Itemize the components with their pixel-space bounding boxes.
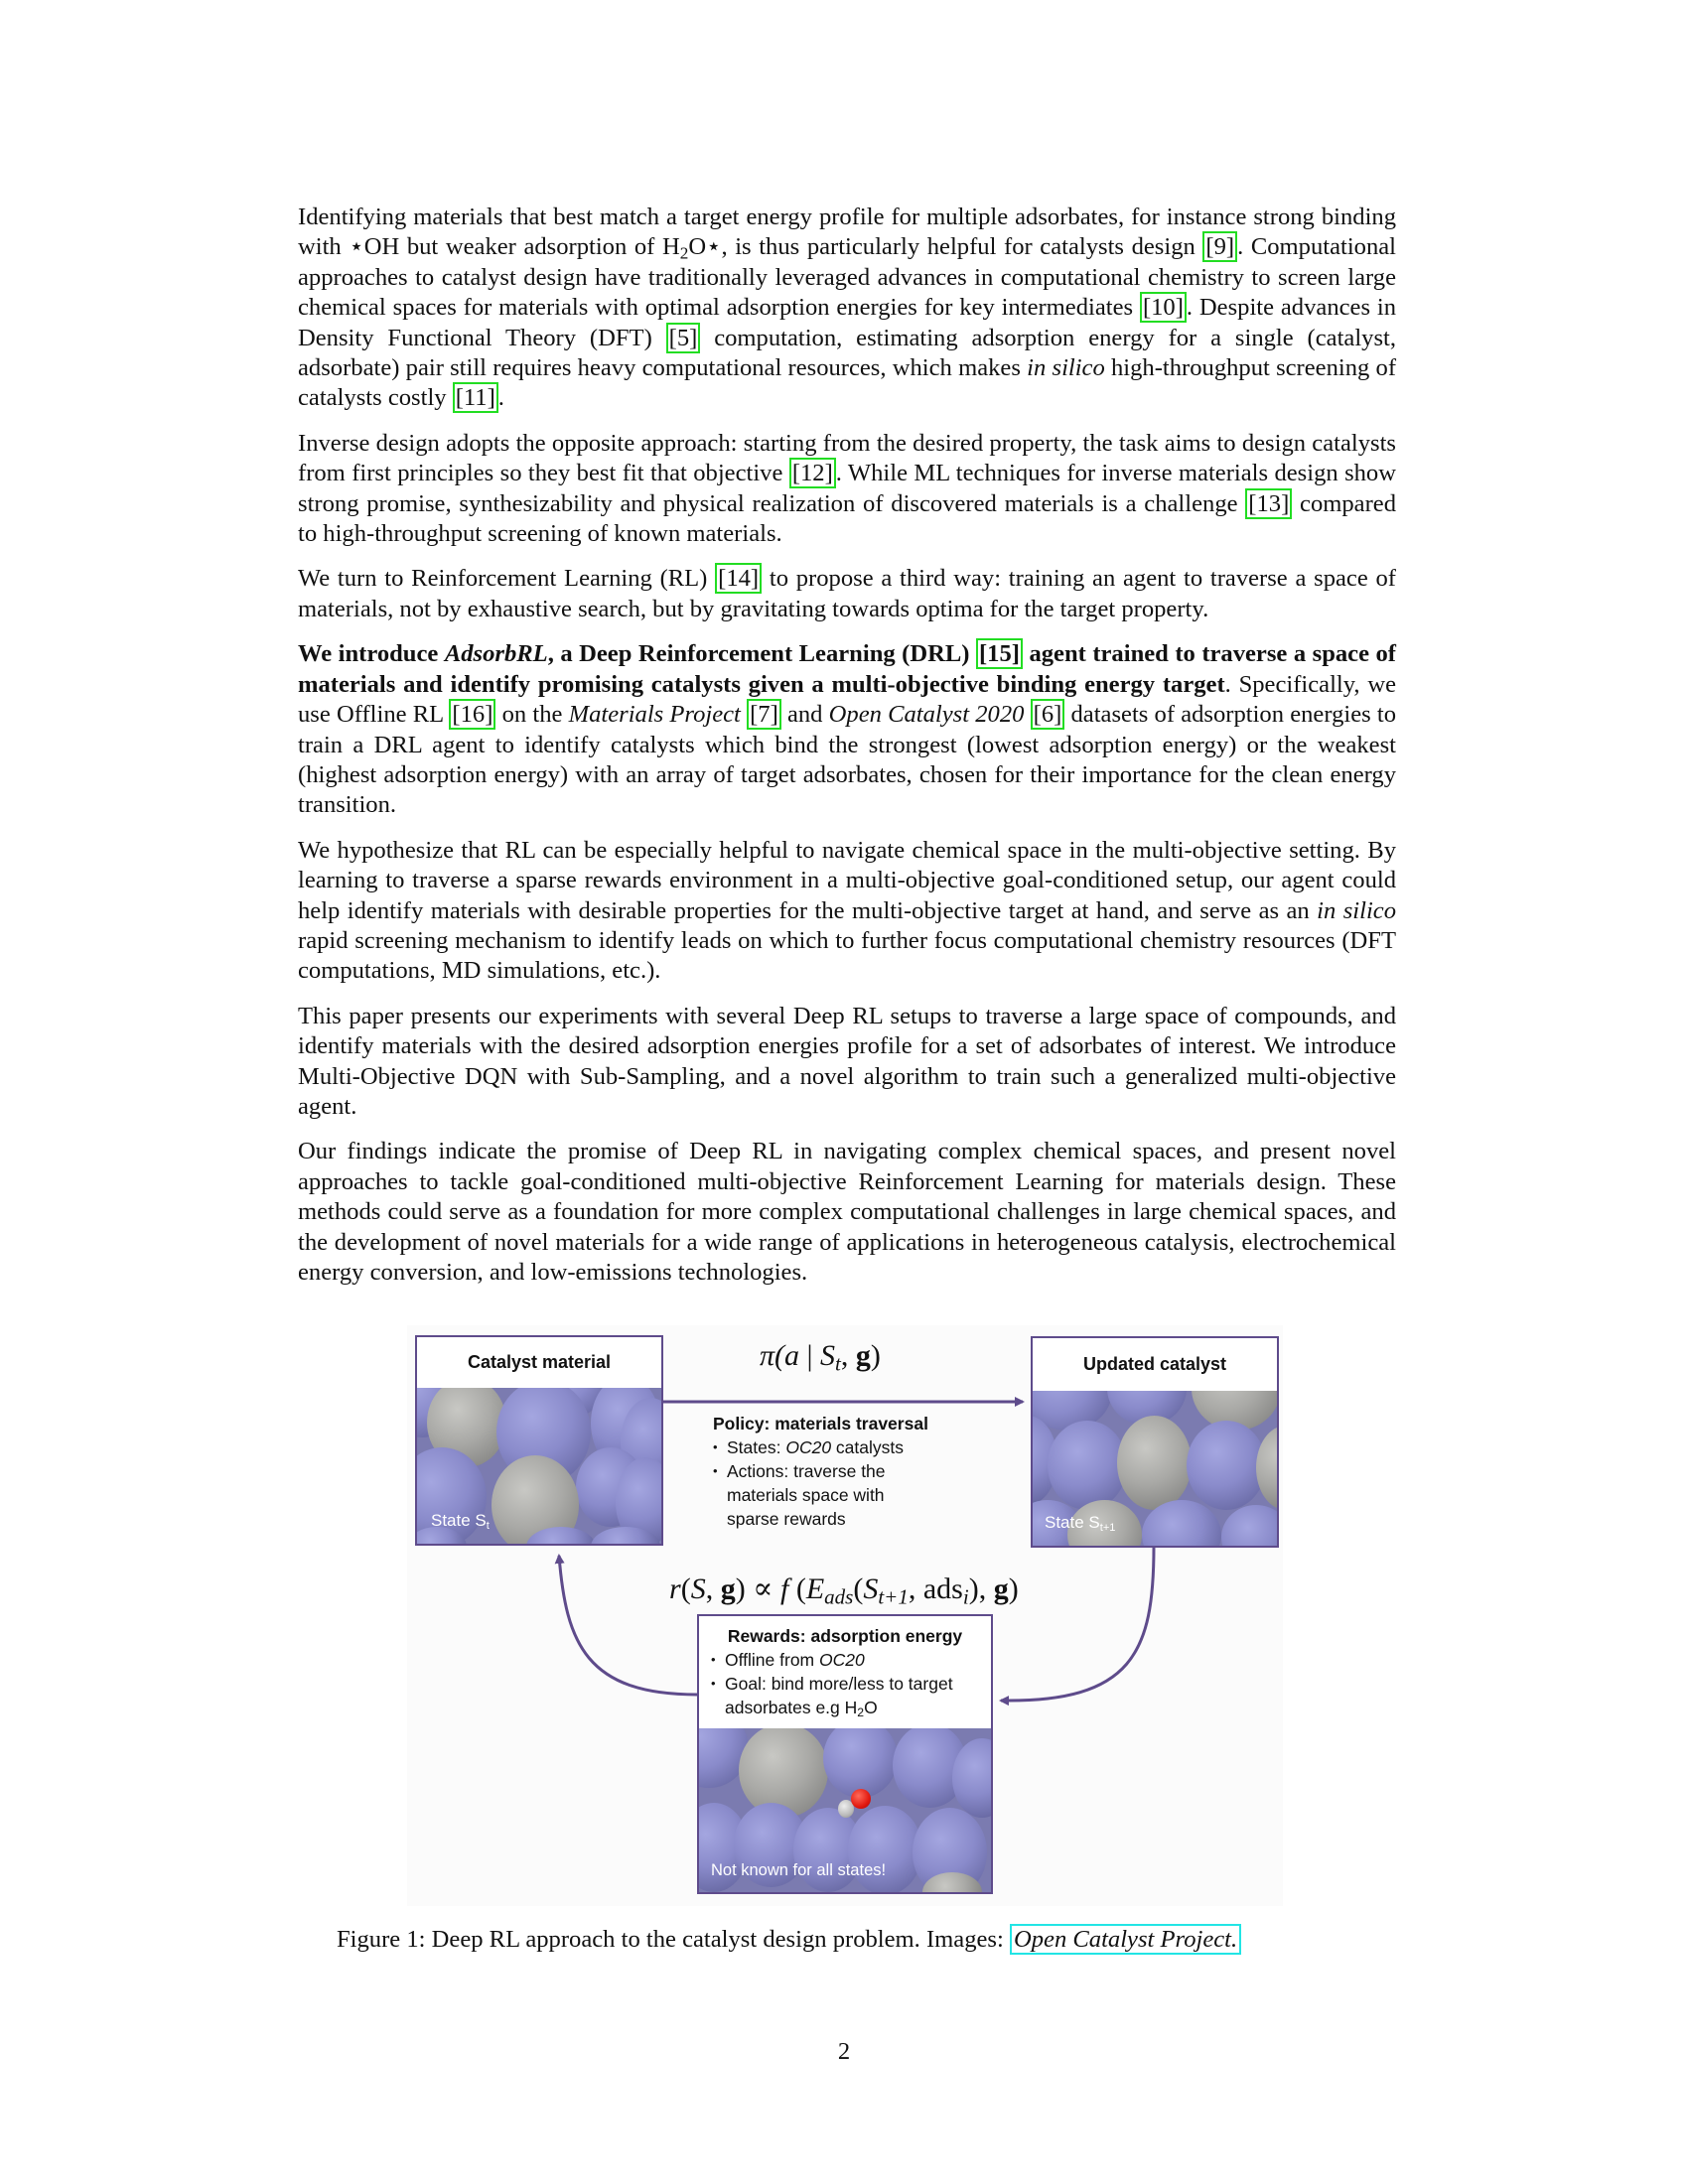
paragraph-hypothesis: We hypothesize that RL can be especially helpful to navigate chemical space in the multi-objective setting. By learning to traverse a sparse rewards environment in a multi-objective goal-conditioned setup, our agent could help identify materials with desirable properties for the multi-objective target at hand, and serve as an in silico rapid screening mechanism to identify leads on which to further focus computational chemistry resources (DFT computations, MD simulations, etc.). — [298, 836, 1397, 985]
citation-link[interactable]: [5] — [666, 323, 701, 353]
citation-link[interactable]: [14] — [715, 563, 762, 594]
page-body — [298, 203, 1396, 1302]
rewards-bullet-goal: • Goal: bind more/less to target adsorbates e.g $H_2O$ — [711, 1672, 979, 1719]
policy-description — [713, 1412, 951, 1531]
citation-link[interactable]: [10] — [1140, 292, 1187, 323]
open-catalyst-project-link[interactable]: Open Catalyst Project. — [1010, 1924, 1241, 1955]
policy-formula: π(a | $S_t$, g) — [760, 1339, 881, 1376]
state-st-label: State $S_t$ — [431, 1511, 490, 1532]
citation-link[interactable]: [7] — [747, 699, 781, 730]
figure-rl-diagram — [407, 1325, 1283, 1906]
catalyst-material-box — [415, 1335, 663, 1546]
policy-bullet-states: • States: OC20 catalysts — [713, 1435, 951, 1459]
catalyst-material-title: Catalyst material — [467, 1352, 612, 1372]
rewards-bullets — [711, 1648, 979, 1719]
citation-link[interactable]: [6] — [1031, 699, 1065, 730]
state-st1-label: State $S_{t+1}$ — [1045, 1513, 1116, 1534]
paragraph-inverse-design: Inverse design adopts the opposite approach: starting from the desired property, the task aims to design catalysts from first principles so they best fit that objective [12] . While ML techniques for inverse materials design show strong promise, synthesizability and physical realization of discovered materials is a challenge [13] compared to high-throughput screening of known materials. — [298, 429, 1396, 548]
citation-link[interactable]: [15] — [976, 638, 1023, 669]
paragraph-findings: Our findings indicate the promise of Deep RL in navigating complex chemical spaces, and present novel approaches to tackle goal-conditioned multi-objective Reinforcement Learning for materials design. These methods could serve as a foundation for more complex computational challenges in large chemical spaces, and the development of novel materials for a wide range of applications in heterogeneous catalysis, electrochemical energy conversion, and low-emissions technologies. — [298, 1138, 1396, 1286]
policy-title: Policy: materials traversal — [713, 1414, 928, 1433]
figure-caption: Figure 1: Deep RL approach to the catalyst design problem. Images: Open Catalyst Project. — [337, 1926, 1241, 1954]
paragraph-contributions: This paper presents our experiments with several Deep RL setups to traverse a large space of compounds, and identify materials with the desired adsorption energies profile for a set of adsorbates of interest. We introduce Multi-Objective DQN with Sub-Sampling, and a novel algorithm to train such a generalized multi-objective agent. — [298, 1002, 1396, 1120]
citation-link[interactable]: [16] — [449, 699, 495, 730]
citation-link[interactable]: [12] — [789, 458, 836, 488]
updated-catalyst-title: Updated catalyst — [1082, 1354, 1227, 1374]
citation-link[interactable]: [11] — [453, 382, 498, 413]
citation-link[interactable]: [9] — [1202, 231, 1237, 262]
rewards-bullet-offline: • Offline from OC20 — [711, 1648, 979, 1672]
rewards-title: Rewards: adsorption energy — [727, 1626, 963, 1646]
updated-catalyst-box — [1031, 1336, 1279, 1548]
paragraph-adsorbrl-intro: We introduce AdsorbRL, a Deep Reinforcement Learning (DRL) [15] agent trained to traverse a space of materials and identify promising catalysts given a multi-objective binding energy target. Specifically, we use Offline RL [16] on the Materials Project [7] and Open Catalyst 2020 [6] datasets of adsorption energies to train a DRL agent to identify catalysts which bind the strongest (lowest adsorption energy) or the weakest (highest adsorption energy) with an array of target adsorbates, chosen for their importance for the clean energy transition. — [298, 640, 1397, 819]
paragraph-rl-third-way: We turn to Reinforcement Learning (RL) [14] to propose a third way: training an agent to traverse a space of materials, not by exhaustive search, but by gravitating towards optima for the target property. — [298, 565, 1396, 622]
policy-bullets — [713, 1435, 951, 1531]
policy-bullet-actions: • Actions: traverse the materials space with sparse rewards — [713, 1459, 925, 1531]
not-known-label: Not known for all states! — [711, 1861, 887, 1879]
reward-formula: r(S, g) ∝ f ($E_{ads}(S_{t+1}$, ads$_i$), g) — [669, 1572, 1019, 1609]
rewards-box — [697, 1614, 993, 1894]
citation-link[interactable]: [13] — [1245, 488, 1292, 519]
transition-arrow — [1001, 1547, 1154, 1701]
rewards-description — [699, 1616, 991, 1723]
page-number: 2 — [837, 2038, 851, 2065]
paragraph-intro-adsorbates: Identifying materials that best match a target energy profile for multiple adsorbates, for instance strong binding with ⋆OH but weaker adsorption of $H_2O⋆$, is thus particularly helpful for catalysts design [9] . Computational approaches to catalyst design have traditionally leveraged advances in computational chemistry to screen large chemical spaces for materials with optimal adsorption energies for key intermediates [10] . Despite advances in Density Functional Theory (DFT) [5] computation, estimating adsorption energy for a single (catalyst, adsorbate) pair still requires heavy computational resources, which makes in silico high-throughput screening of catalysts costly [11] . — [298, 204, 1397, 412]
